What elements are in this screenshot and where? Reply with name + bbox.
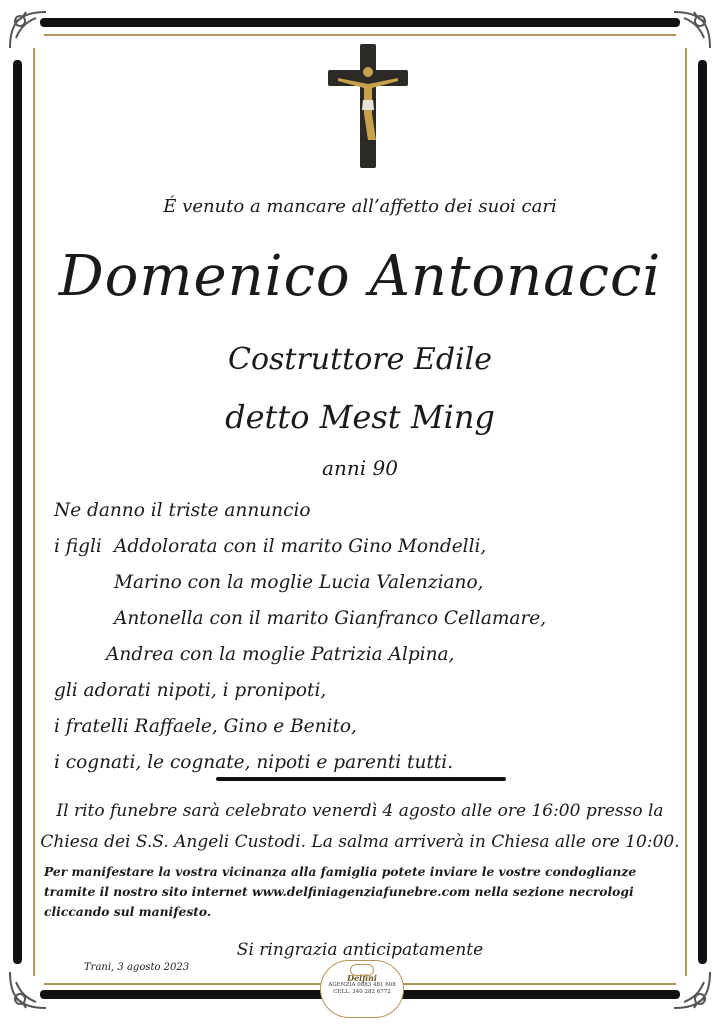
divider <box>216 777 506 781</box>
agency-logo <box>320 960 404 1018</box>
ornament-corner-icon <box>668 8 714 54</box>
gold-line-right <box>685 48 687 976</box>
ornament-corner-icon <box>6 966 52 1012</box>
age: anni 90 <box>322 456 398 480</box>
rite-line: Il rito funebre sarà celebrato venerdì 4 agosto alle ore 16:00 presso la <box>56 801 664 821</box>
logo-brand: Delfini <box>347 973 377 983</box>
notice-line: cliccando sul manifesto. <box>44 904 212 919</box>
frame-top-bar <box>40 18 680 27</box>
logo-phone: AGENZIA 0883 481 608 <box>328 982 396 988</box>
announcement-line: i figli <box>54 536 102 557</box>
announcement-line: Addolorata con il marito Gino Mondelli, <box>114 536 487 557</box>
notice-line: Per manifestare la vostra vicinanza alla famiglia potete inviare le vostre condoglianze <box>44 864 637 879</box>
ornament-corner-icon <box>668 966 714 1012</box>
logo-cell: CELL. 340 282 6772 <box>333 989 391 995</box>
profession: Costruttore Edile <box>228 342 492 377</box>
nickname: detto Mest Ming <box>225 398 495 436</box>
condolence-notice <box>44 862 680 922</box>
announcement-line: Ne danno il triste annuncio <box>54 500 311 521</box>
funeral-rite-info <box>40 796 680 858</box>
announcement-line: Marino con la moglie Lucia Valenziano, <box>114 572 484 593</box>
place-date: Trani, 3 agosto 2023 <box>84 962 190 973</box>
ornament-corner-icon <box>6 8 52 54</box>
gold-line-left <box>33 48 35 976</box>
deceased-name: Domenico Antonacci <box>58 244 662 309</box>
announcement-line: i cognati, le cognate, nipoti e parenti tutti. <box>54 752 454 773</box>
gold-line-top <box>44 34 676 36</box>
announcement-line: i fratelli Raffaele, Gino e Benito, <box>54 716 357 737</box>
announcement-line: Andrea con la moglie Patrizia Alpina, <box>106 644 455 665</box>
intro-text: É venuto a mancare all’affetto dei suoi cari <box>163 196 557 217</box>
notice-line: tramite il nostro sito internet www.delfiniagenziafunebre.com nella sezione necrologi <box>44 884 634 899</box>
crucifix-icon <box>328 44 408 168</box>
announcement-line: gli adorati nipoti, i pronipoti, <box>54 680 327 701</box>
announcement-line: Antonella con il marito Gianfranco Cellamare, <box>114 608 547 629</box>
logo-seal-icon <box>350 964 374 976</box>
rite-line: Chiesa dei S.S. Angeli Custodi. La salma arriverà in Chiesa alle ore 10:00. <box>40 832 680 852</box>
thanks-text: Si ringrazia anticipatamente <box>236 940 484 960</box>
